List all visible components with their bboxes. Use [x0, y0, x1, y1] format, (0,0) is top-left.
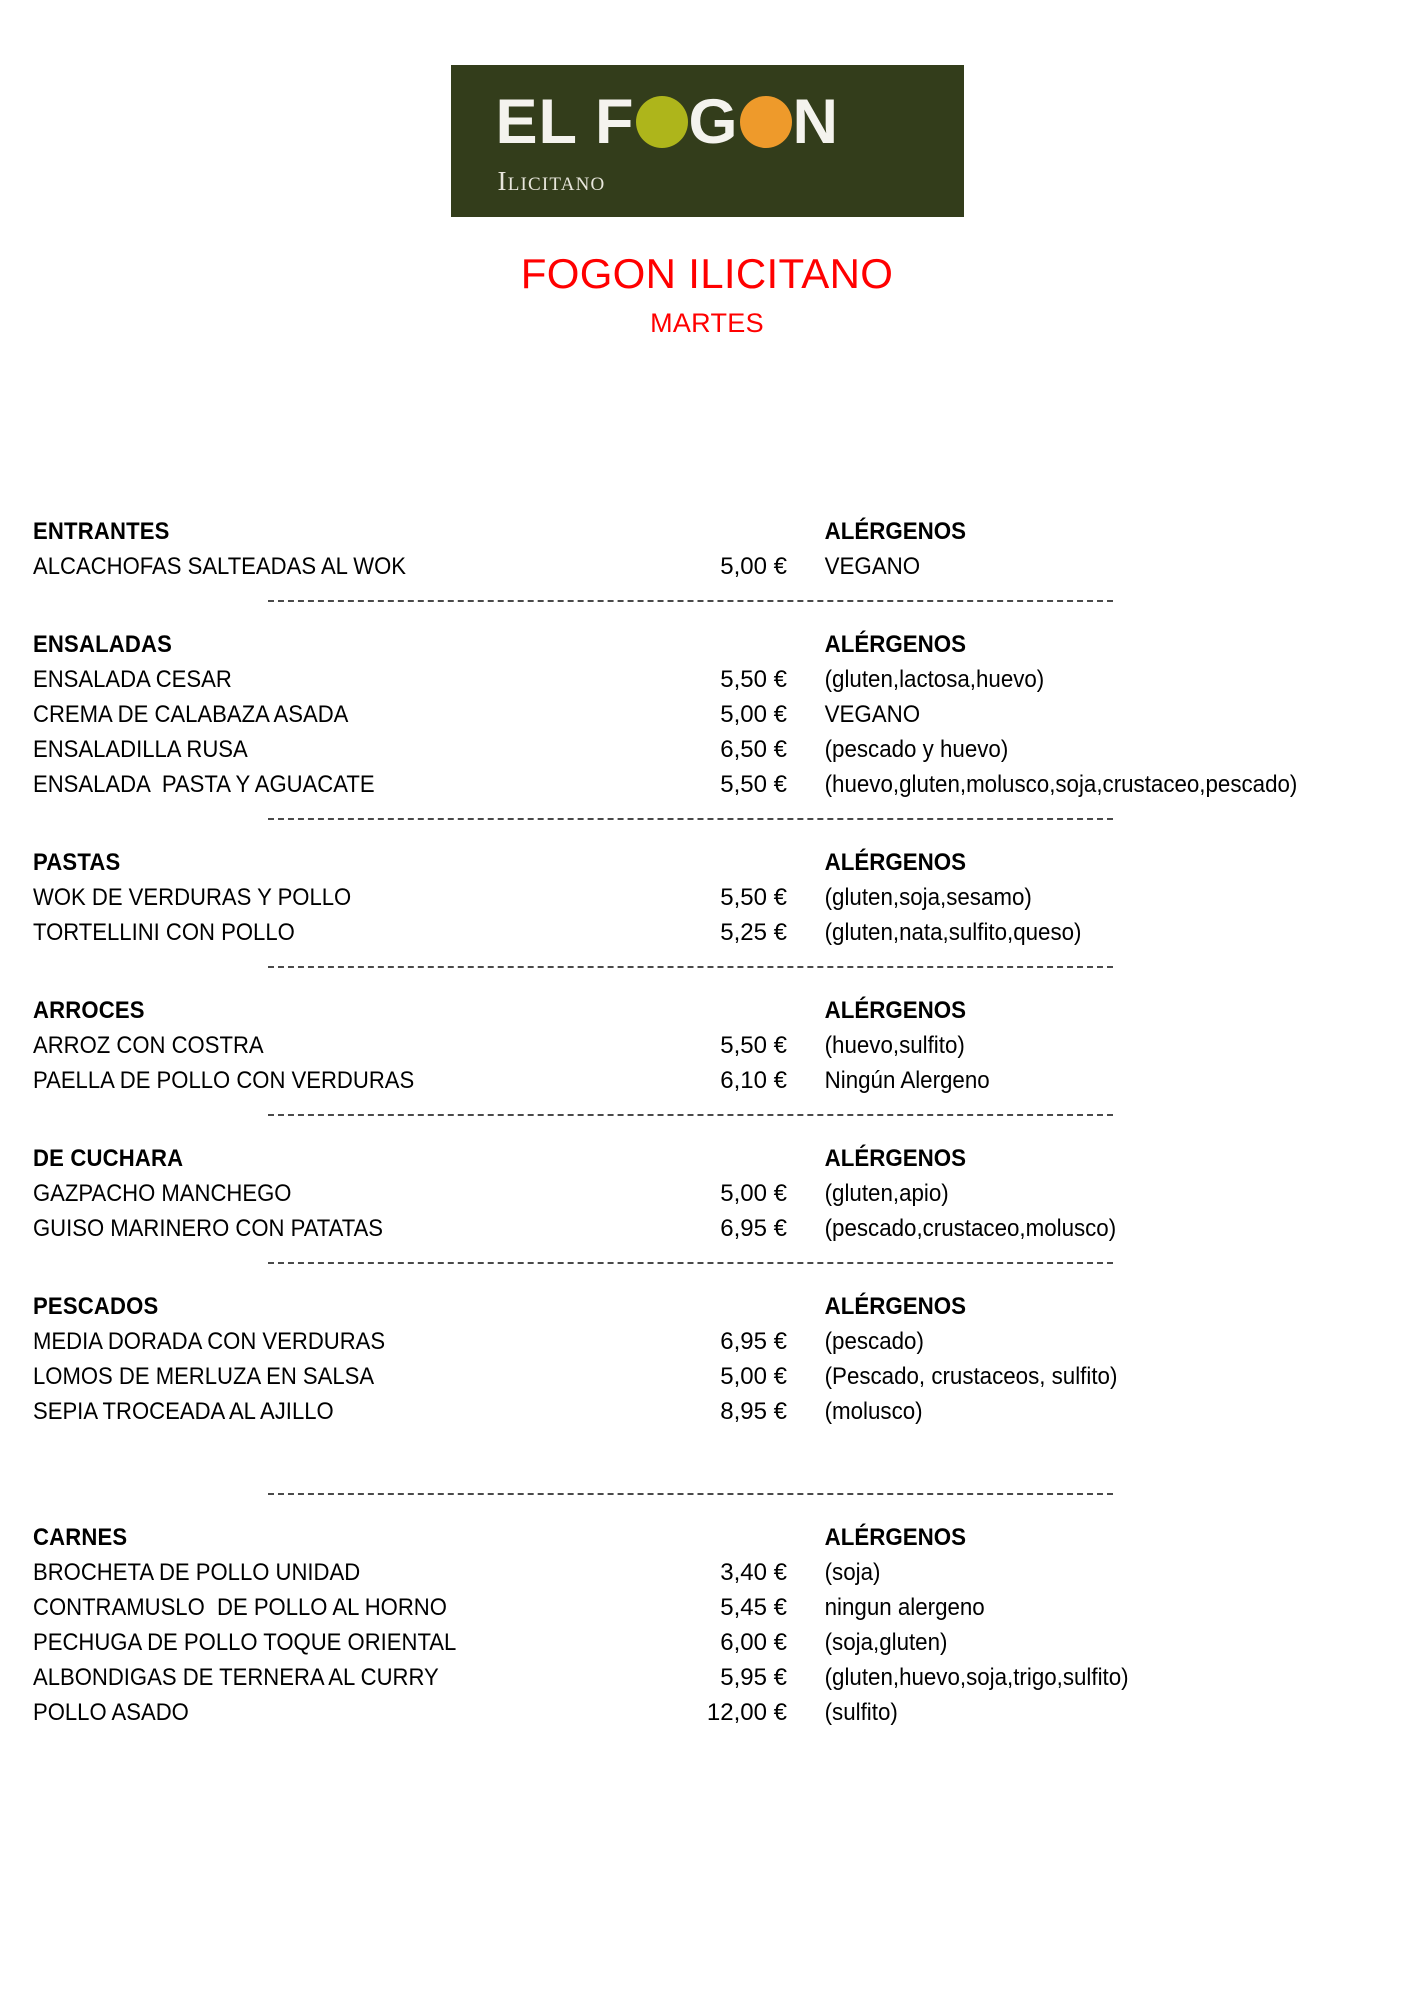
menu-item-allergens: (soja,gluten)	[824, 1629, 948, 1656]
section-spacer	[33, 1278, 1113, 1290]
menu-section	[33, 846, 1113, 951]
menu-item-price: 5,00 €	[720, 1180, 787, 1207]
menu-item-allergens: (gluten,soja,sesamo)	[824, 884, 1032, 911]
menu-section	[33, 628, 1298, 803]
menu-item-row	[33, 916, 1113, 951]
menu-item-name: CONTRAMUSLO DE POLLO AL HORNO	[33, 1594, 447, 1621]
menu-item-price: 5,50 €	[720, 771, 787, 798]
menu-item-row	[33, 1360, 1118, 1395]
menu-item-price: 5,50 €	[720, 884, 787, 911]
menu-item-name: GAZPACHO MANCHEGO	[33, 1180, 292, 1207]
section-divider-row	[33, 803, 1113, 834]
section-divider-row	[33, 1478, 1113, 1509]
menu-item-price: 5,95 €	[720, 1664, 787, 1691]
section-header-row	[33, 515, 1113, 550]
menu-item-name: CREMA DE CALABAZA ASADA	[33, 701, 349, 728]
section-divider-row	[33, 585, 1113, 616]
menu-section	[33, 515, 1113, 585]
menu-item-row	[33, 1325, 1113, 1360]
menu-item-allergens: ningun alergeno	[824, 1594, 985, 1621]
menu-item-row	[33, 733, 1113, 768]
section-title: CARNES	[33, 1524, 128, 1551]
section-title: PESCADOS	[33, 1293, 159, 1320]
logo-letters-el: EL	[495, 87, 579, 157]
menu-item-name: ALCACHOFAS SALTEADAS AL WOK	[33, 553, 407, 580]
allergens-column-header: ALÉRGENOS	[824, 631, 966, 658]
menu-item-allergens: (huevo,gluten,molusco,soja,crustaceo,pescado)	[824, 771, 1298, 798]
menu-item-price: 6,00 €	[720, 1629, 787, 1656]
menu-item-allergens: (soja)	[824, 1559, 881, 1586]
menu-item-price: 6,95 €	[720, 1215, 787, 1242]
menu-item-allergens: (Pescado, crustaceos, sulfito)	[824, 1363, 1118, 1390]
section-header-row	[33, 846, 1113, 881]
section-divider	[268, 966, 1113, 968]
menu-item-allergens: Ningún Alergeno	[824, 1067, 990, 1094]
menu-item-price: 12,00 €	[706, 1699, 787, 1726]
menu-section	[33, 1142, 1117, 1247]
menu-item-name: ENSALADA PASTA Y AGUACATE	[33, 771, 375, 798]
menu-list	[33, 515, 1298, 1731]
section-spacer	[33, 1430, 1113, 1478]
menu-item-row	[33, 1696, 1113, 1731]
section-divider-row	[33, 1247, 1113, 1278]
menu-item-name: TORTELLINI CON POLLO	[33, 919, 295, 946]
menu-item-price: 5,45 €	[720, 1594, 787, 1621]
menu-item-allergens: (gluten,apio)	[824, 1180, 949, 1207]
allergens-column-header: ALÉRGENOS	[824, 997, 966, 1024]
menu-item-name: SEPIA TROCEADA AL AJILLO	[33, 1398, 334, 1425]
allergens-column-header: ALÉRGENOS	[824, 1524, 966, 1551]
section-spacer	[33, 982, 1113, 994]
menu-item-row	[33, 1177, 1113, 1212]
page-subtitle: MARTES	[650, 308, 764, 338]
section-title: DE CUCHARA	[33, 1145, 184, 1172]
menu-item-name: ALBONDIGAS DE TERNERA AL CURRY	[33, 1664, 439, 1691]
menu-item-name: ARROZ CON COSTRA	[33, 1032, 264, 1059]
menu-item-allergens: (huevo,sulfito)	[824, 1032, 965, 1059]
menu-item-price: 5,50 €	[720, 666, 787, 693]
logo-box	[451, 65, 964, 217]
page-title: FOGON ILICITANO	[520, 250, 894, 297]
section-header-row	[33, 994, 1113, 1029]
menu-item-row	[33, 1556, 1113, 1591]
menu-item-price: 6,10 €	[720, 1067, 787, 1094]
menu-item-allergens: (pescado,crustaceo,molusco)	[824, 1215, 1117, 1242]
menu-item-name: ENSALADILLA RUSA	[33, 736, 248, 763]
menu-item-allergens: (gluten,lactosa,huevo)	[824, 666, 1045, 693]
menu-item-row	[33, 698, 1113, 733]
section-spacer	[33, 616, 1113, 628]
menu-item-allergens: VEGANO	[824, 701, 921, 728]
section-divider-row	[33, 1099, 1113, 1130]
logo-olive-circle-icon	[636, 96, 688, 148]
allergens-column-header: ALÉRGENOS	[824, 1293, 966, 1320]
menu-section	[33, 1290, 1118, 1430]
menu-item-row	[33, 1591, 1113, 1626]
allergens-column-header: ALÉRGENOS	[824, 849, 966, 876]
section-spacer	[33, 834, 1113, 846]
menu-item-allergens: VEGANO	[824, 553, 921, 580]
menu-item-allergens: (pescado)	[824, 1328, 924, 1355]
allergens-column-header: ALÉRGENOS	[824, 1145, 966, 1172]
menu-item-name: PAELLA DE POLLO CON VERDURAS	[33, 1067, 415, 1094]
menu-item-row	[33, 768, 1298, 803]
section-title: ENTRANTES	[33, 518, 170, 545]
section-spacer	[33, 1509, 1113, 1521]
menu-item-row	[33, 1064, 1113, 1099]
logo-wordmark	[495, 87, 840, 157]
logo-letter-g: G	[688, 87, 739, 157]
menu-item-price: 5,00 €	[720, 1363, 787, 1390]
menu-item-price: 5,25 €	[720, 919, 787, 946]
menu-item-price: 3,40 €	[720, 1559, 787, 1586]
menu-item-row	[33, 881, 1113, 916]
section-header-row	[33, 1521, 1113, 1556]
menu-item-row	[33, 663, 1113, 698]
section-divider	[268, 1114, 1113, 1116]
menu-item-name: ENSALADA CESAR	[33, 666, 232, 693]
menu-item-allergens: (sulfito)	[824, 1699, 898, 1726]
section-header-row	[33, 628, 1113, 663]
menu-item-price: 6,95 €	[720, 1328, 787, 1355]
menu-item-allergens: (gluten,huevo,soja,trigo,sulfito)	[824, 1664, 1129, 1691]
section-header-row	[33, 1290, 1113, 1325]
menu-item-price: 6,50 €	[720, 736, 787, 763]
menu-item-row	[33, 1395, 1113, 1430]
logo-orange-circle-icon	[740, 96, 792, 148]
logo-subtitle: Ilicitano	[497, 166, 606, 196]
menu-item-price: 5,00 €	[720, 701, 787, 728]
section-divider	[268, 818, 1113, 820]
menu-item-allergens: (molusco)	[824, 1398, 923, 1425]
menu-item-name: LOMOS DE MERLUZA EN SALSA	[33, 1363, 375, 1390]
menu-item-row	[33, 550, 1113, 585]
allergens-column-header: ALÉRGENOS	[824, 518, 966, 545]
menu-item-allergens: (pescado y huevo)	[824, 736, 1009, 763]
menu-section	[33, 1521, 1129, 1731]
section-divider	[268, 1493, 1113, 1495]
menu-item-allergens: (gluten,nata,sulfito,queso)	[824, 919, 1082, 946]
section-divider	[268, 600, 1113, 602]
menu-item-row	[33, 1029, 1113, 1064]
menu-item-price: 5,00 €	[720, 553, 787, 580]
menu-item-row	[33, 1626, 1113, 1661]
section-divider	[268, 1262, 1113, 1264]
menu-item-name: BROCHETA DE POLLO UNIDAD	[33, 1559, 361, 1586]
section-title: PASTAS	[33, 849, 121, 876]
section-divider-row	[33, 951, 1113, 982]
menu-item-price: 8,95 €	[720, 1398, 787, 1425]
menu-item-name: WOK DE VERDURAS Y POLLO	[33, 884, 352, 911]
logo-letter-f: F	[595, 87, 635, 157]
section-title: ARROCES	[33, 997, 145, 1024]
section-spacer	[33, 1130, 1113, 1142]
brand-logo	[0, 65, 1414, 217]
menu-item-row	[33, 1661, 1129, 1696]
menu-item-name: GUISO MARINERO CON PATATAS	[33, 1215, 384, 1242]
section-header-row	[33, 1142, 1113, 1177]
menu-item-row	[33, 1212, 1117, 1247]
menu-section	[33, 994, 1113, 1099]
menu-item-price: 5,50 €	[720, 1032, 787, 1059]
menu-item-name: PECHUGA DE POLLO TOQUE ORIENTAL	[33, 1629, 457, 1656]
menu-item-name: MEDIA DORADA CON VERDURAS	[33, 1328, 386, 1355]
logo-letter-n: N	[792, 87, 840, 157]
menu-item-name: POLLO ASADO	[33, 1699, 189, 1726]
section-title: ENSALADAS	[33, 631, 173, 658]
